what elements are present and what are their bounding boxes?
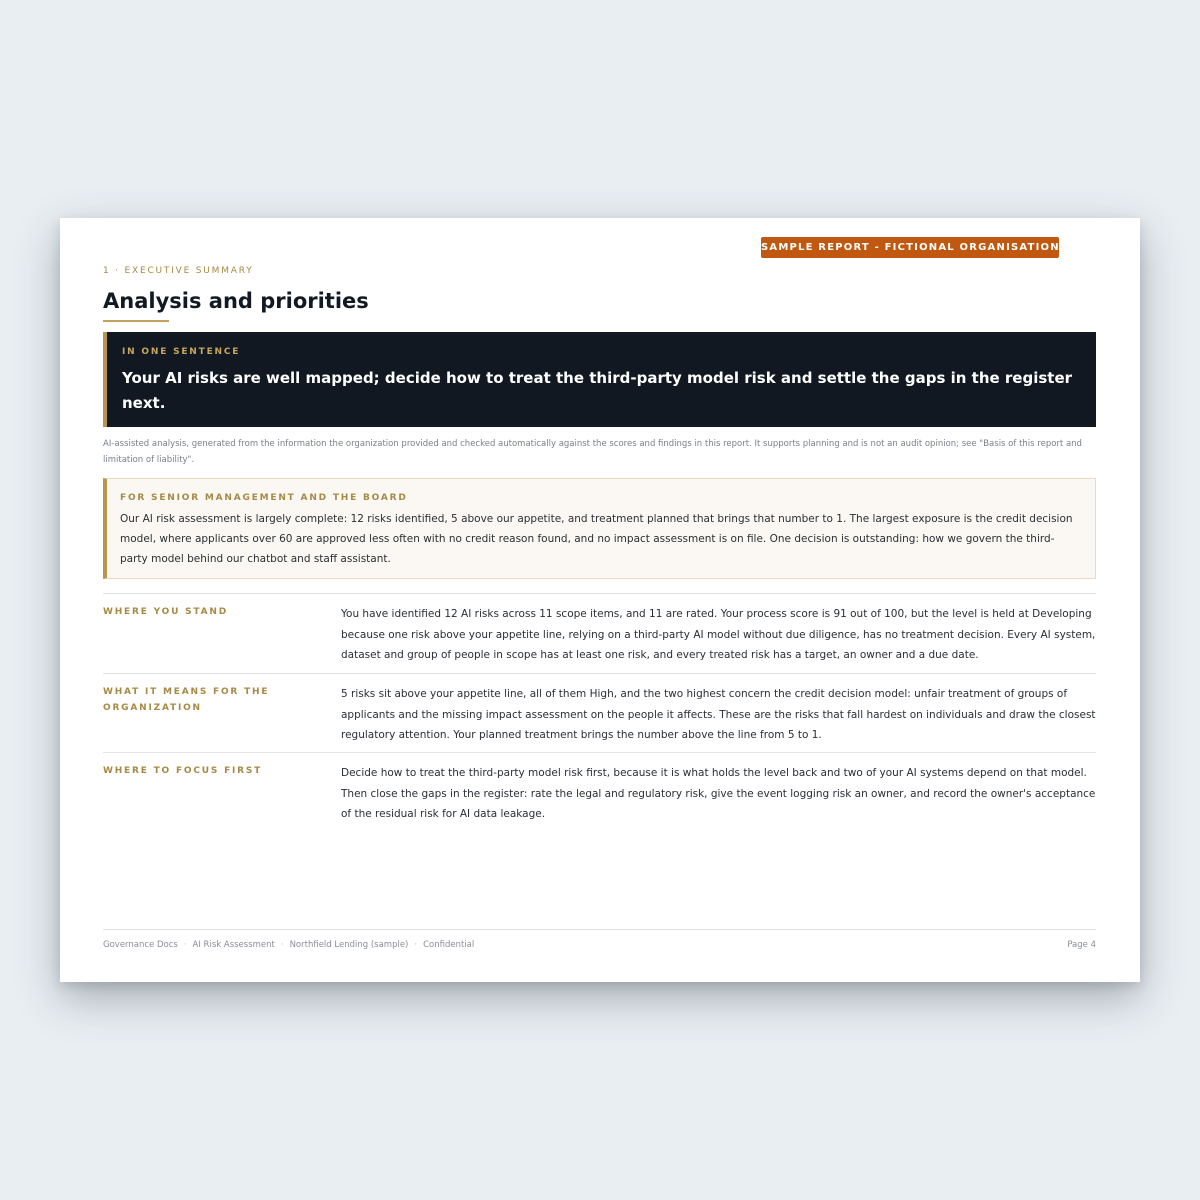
summary-row-where-you-stand <box>103 594 1096 674</box>
section-label: 1 · EXECUTIVE SUMMARY <box>103 266 254 276</box>
page-footer <box>103 929 1096 952</box>
title-underline <box>103 320 169 322</box>
summary-row-what-it-means <box>103 674 1096 753</box>
page-content <box>103 265 1096 831</box>
one-sentence-kicker: IN ONE SENTENCE <box>122 347 241 357</box>
ai-disclaimer: AI-assisted analysis, generated from the information the organization provided and checked automatically against the scores and findings in this report. It supports planning and is not an audit opinion; see "Basis of this report and limitation of liability". <box>103 439 1082 465</box>
row-text: You have identified 12 AI risks across 11 scope items, and 11 are rated. Your process score is 91 out of 100, but the level is held at Developing because one risk above your appetite line, relying on a third-party AI model without due diligence, has no treatment decision. Every AI system, dataset and group of people in scope has at least one risk, and every treated risk has a target, an owner and a due date. <box>341 608 1096 661</box>
row-text: 5 risks sit above your appetite line, all of them High, and the two highest concern the credit decision model: unfair treatment of groups of applicants and the missing impact assessment on the people it affects. These are the risks that fall hardest on individuals and draw the closest regulatory attention. Your planned treatment brings the number above the line from 5 to 1. <box>341 688 1096 741</box>
footer-item: Governance Docs <box>103 940 178 950</box>
row-text: Decide how to treat the third-party model risk first, because it is what holds the level back and two of your AI systems depend on that model. Then close the gaps in the register: rate the legal and regulatory risk, give the event logging risk an owner, and record the owner's acceptance of the residual risk for AI data leakage. <box>341 767 1096 820</box>
report-page <box>60 218 1140 982</box>
sample-report-badge: SAMPLE REPORT - FICTIONAL ORGANISATION <box>761 237 1059 258</box>
footer-separator: · <box>183 940 187 950</box>
footer-breadcrumb <box>103 938 474 952</box>
one-sentence-panel <box>103 332 1096 427</box>
row-label: WHAT IT MEANS FOR THE ORGANIZATION <box>103 687 270 713</box>
row-label: WHERE TO FOCUS FIRST <box>103 766 263 776</box>
board-summary-panel <box>103 478 1096 579</box>
summary-rows <box>103 593 1096 831</box>
summary-row-where-to-focus <box>103 753 1096 831</box>
page-number: Page 4 <box>1067 940 1096 950</box>
footer-item: Northfield Lending (sample) <box>289 940 409 950</box>
board-summary-kicker: FOR SENIOR MANAGEMENT AND THE BOARD <box>120 493 408 503</box>
one-sentence-text: Your AI risks are well mapped; decide how to treat the third-party model risk and settle the gaps in the register next. <box>122 369 1073 412</box>
row-label: WHERE YOU STAND <box>103 607 228 617</box>
footer-item: Confidential <box>423 940 475 950</box>
footer-separator: · <box>414 940 418 950</box>
footer-item: AI Risk Assessment <box>192 940 275 950</box>
board-summary-text: Our AI risk assessment is largely complete: 12 risks identified, 5 above our appetite, and treatment planned that brings that number to 1. The largest exposure is the credit decision model, where applicants over 60 are approved less often with no credit reason found, and no impact assessment is on file. One decision is outstanding: how we govern the third-party model behind our chatbot and staff assistant. <box>120 513 1073 565</box>
page-title: Analysis and priorities <box>103 289 369 313</box>
footer-separator: · <box>280 940 284 950</box>
